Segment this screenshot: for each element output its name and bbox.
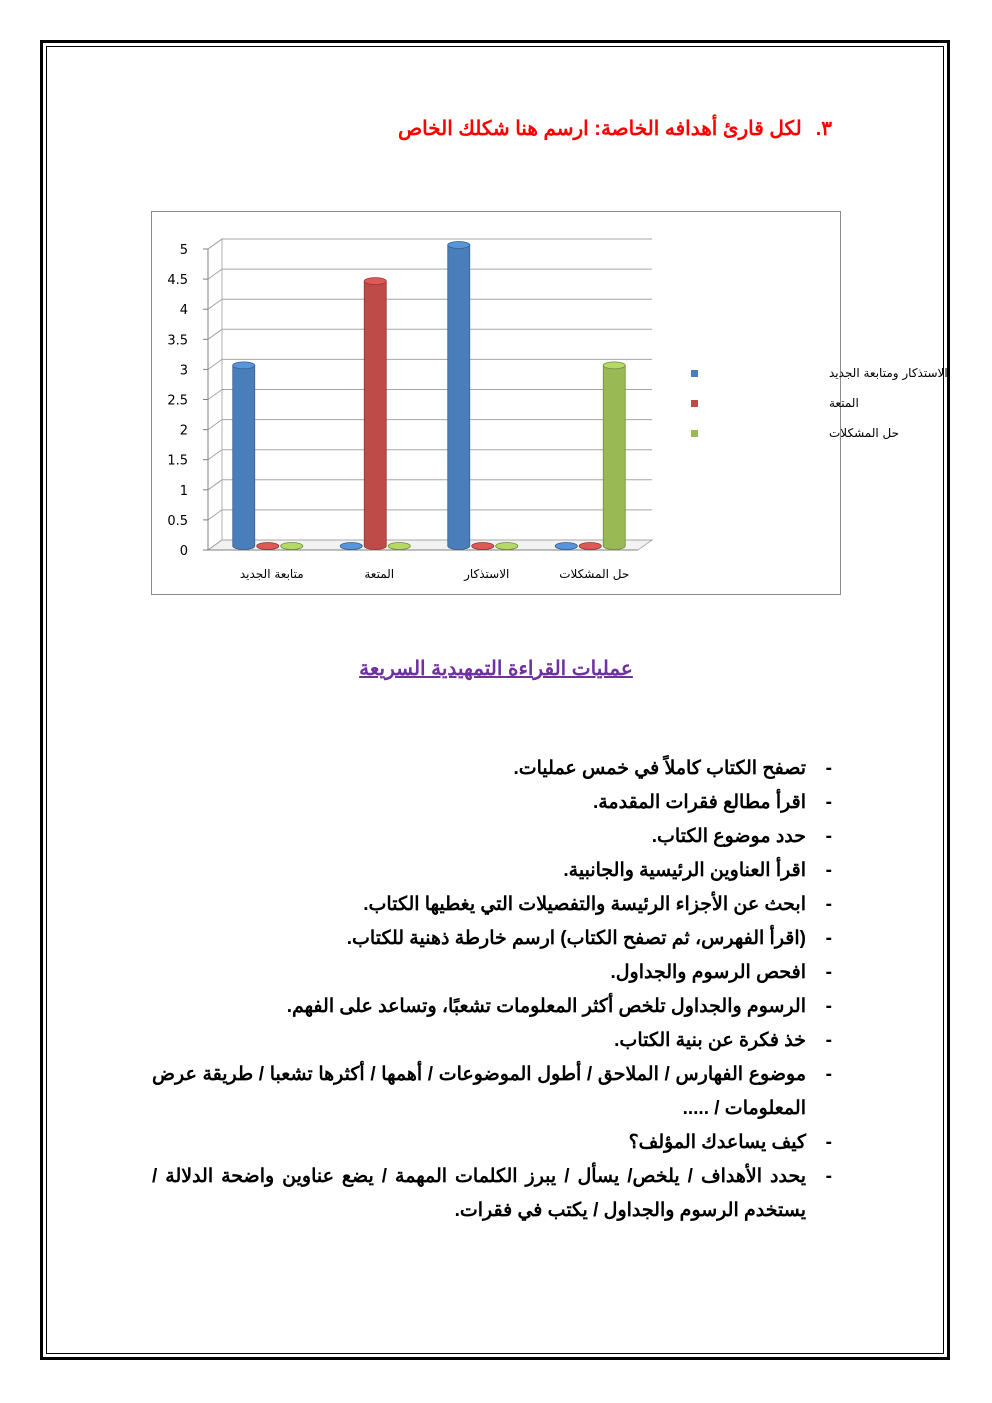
list-dash: - [825, 996, 832, 1017]
list-item [152, 1160, 832, 1228]
chart-canvas [152, 212, 948, 594]
y-tick-label: 5 [179, 243, 188, 258]
y-tick-label: 2 [179, 423, 188, 439]
list-item-text: خذ فكرة عن بنية الكتاب. [614, 1030, 806, 1051]
x-tick-label: حل المشكلات [559, 567, 630, 581]
list-item-text: ابحث عن الأجزاء الرئيسة والتفصيلات التي يغطيها الكتاب. [363, 894, 806, 915]
list-item-text: يحدد الأهداف / يلخص/ يسأل / يبرز الكلمات المهمة / يضع عناوين واضحة الدلالة / يستخدم الرسوم والجداول / يكتب في فقرات. [152, 1166, 806, 1221]
section-subtitle: عمليات القراءة التمهيدية السريعة [359, 658, 633, 680]
list-item-text: افحص الرسوم والجداول. [610, 962, 806, 983]
gridline [208, 299, 652, 309]
bar-0-0 [233, 365, 255, 549]
y-tick-label: 4.5 [167, 273, 188, 289]
y-tick-label: 3 [179, 363, 188, 379]
list-item-text: (اقرأ الفهرس، ثم تصفح الكتاب) ارسم خارطة ذهنية للكتاب. [346, 928, 806, 949]
x-tick-label: الاستذكار [464, 567, 510, 581]
heading-number: ٣. [815, 118, 832, 140]
list-dash: - [825, 894, 832, 915]
bar-top-2-1 [472, 543, 494, 550]
list-dash: - [825, 962, 832, 983]
list-item-text: حدد موضوع الكتاب. [651, 826, 806, 847]
list-item [152, 956, 832, 990]
y-tick-label: 1.5 [167, 453, 188, 469]
legend-label: المتعة [829, 396, 859, 410]
bar-top-1-1 [364, 278, 386, 285]
list-dash: - [825, 792, 832, 813]
bar-1-1 [364, 281, 386, 549]
bar-top-2-2 [496, 543, 518, 550]
list-item-text: اقرأ مطالع فقرات المقدمة. [592, 792, 806, 813]
gridline [208, 480, 652, 490]
gridline [208, 269, 652, 279]
list-item [152, 820, 832, 854]
legend-label: حل المشكلات [829, 426, 900, 440]
list-item-text: الرسوم والجداول تلخص أكثر المعلومات تشعبًا، وتساعد على الفهم. [286, 996, 806, 1017]
gridline [208, 329, 652, 339]
list-item-text: تصفح الكتاب كاملاً في خمس عمليات. [513, 758, 806, 779]
gridline [208, 390, 652, 400]
y-tick-label: 0.5 [167, 513, 188, 529]
gridline [208, 359, 652, 369]
list-dash: - [825, 1030, 832, 1051]
list-dash: - [825, 928, 832, 949]
list-item-text: موضوع الفهارس / الملاحق / أطول الموضوعات / أهمها / أكثرها تشعبا / طريقة عرض المعلومات / ..... [152, 1064, 806, 1119]
y-tick-label: 1 [179, 483, 188, 499]
list-dash: - [825, 1132, 832, 1153]
list-item [152, 786, 832, 820]
list-item [152, 922, 832, 956]
y-tick-label: 3.5 [167, 333, 188, 349]
list-item [152, 888, 832, 922]
list-item [152, 1024, 832, 1058]
section-heading [398, 116, 832, 141]
list-item-text: اقرأ العناوين الرئيسية والجانبية. [563, 860, 806, 881]
list-dash: - [825, 1064, 832, 1085]
y-tick-label: 2.5 [167, 393, 188, 409]
bar-top-3-0 [555, 543, 577, 550]
list-item-text: كيف يساعدك المؤلف؟ [628, 1132, 806, 1153]
list-item [152, 990, 832, 1024]
bar-top-0-0 [233, 362, 255, 369]
heading-text: لكل قارئ أهدافه الخاصة: ارسم هنا شكلك الخاص [398, 118, 802, 140]
bar-top-3-2 [603, 362, 625, 369]
list-item [152, 1126, 832, 1160]
bar-top-1-0 [340, 543, 362, 550]
bar-3-2 [603, 365, 625, 549]
gridline [208, 420, 652, 430]
legend-label: الاستذكار ومتابعة الجديد [829, 366, 948, 380]
bar-top-2-0 [448, 242, 470, 249]
steps-list [152, 752, 832, 1228]
legend-swatch [691, 430, 698, 437]
gridline [208, 450, 652, 460]
list-dash: - [825, 1166, 832, 1187]
y-tick-label: 0 [179, 544, 188, 559]
gridline [208, 239, 652, 249]
bar-chart [151, 211, 948, 595]
bar-top-1-2 [388, 543, 410, 550]
y-tick-label: 4 [179, 303, 188, 319]
gridline [208, 510, 652, 520]
list-dash: - [825, 758, 832, 779]
legend-swatch [691, 370, 698, 377]
bar-top-0-1 [257, 543, 279, 550]
x-tick-label: متابعة الجديد [239, 567, 304, 581]
list-item [152, 752, 832, 786]
list-item [152, 854, 832, 888]
bar-top-3-1 [579, 543, 601, 550]
x-tick-label: المتعة [364, 567, 395, 581]
list-dash: - [825, 860, 832, 881]
list-dash: - [825, 826, 832, 847]
bar-2-0 [448, 245, 470, 550]
bar-top-0-2 [281, 543, 303, 550]
list-item [152, 1058, 832, 1126]
legend-swatch [691, 400, 698, 407]
